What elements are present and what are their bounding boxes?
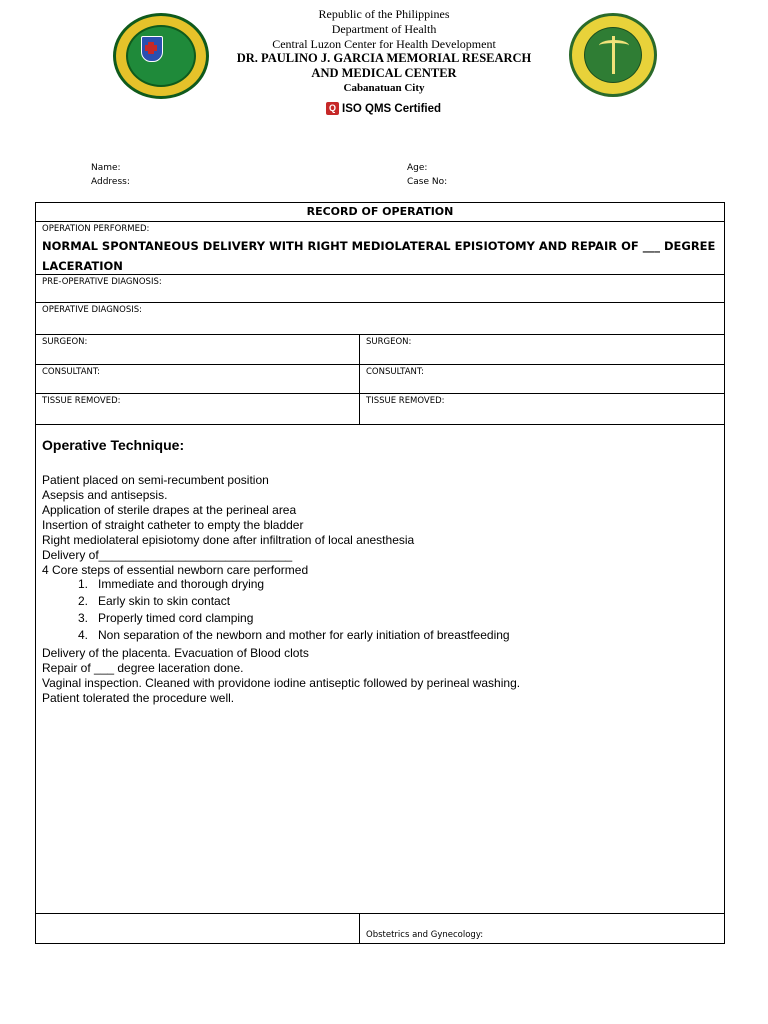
technique-line: 4 Core steps of essential newborn care performed [42, 563, 309, 577]
step-text: Immediate and thorough drying [98, 577, 265, 591]
step-text: Non separation of the newborn and mother for early initiation of breastfeeding [98, 628, 510, 642]
step-number: 3. [77, 611, 88, 625]
case-no-label: Case No: [407, 177, 448, 187]
newborn-care-step [42, 594, 230, 609]
surgeon-left-label: SURGEON: [42, 337, 88, 347]
step-text: Properly timed cord clamping [98, 611, 254, 625]
operation-performed-label: OPERATION PERFORMED: [42, 224, 150, 234]
newborn-care-step [42, 611, 253, 626]
technique-line: Asepsis and antisepsis. [42, 488, 168, 502]
form-title: RECORD OF OPERATION [306, 205, 454, 218]
operation-performed-value [42, 236, 722, 276]
header-department: Department of Health [331, 22, 437, 36]
divider [36, 221, 724, 222]
divider [36, 334, 724, 335]
divider [36, 424, 724, 425]
newborn-care-step [42, 628, 510, 643]
obgyn-label: Obstetrics and Gynecology: [366, 930, 484, 940]
technique-line: Patient placed on semi-recumbent position [42, 473, 269, 487]
operation-performed-line2: LACERATION [42, 259, 123, 273]
pre-operative-diagnosis-label: PRE-OPERATIVE DIAGNOSIS: [42, 277, 162, 287]
operative-diagnosis-label: OPERATIVE DIAGNOSIS: [42, 305, 143, 315]
tissue-removed-left-label: TISSUE REMOVED: [42, 396, 121, 406]
technique-line: Repair of ___ degree laceration done. [42, 661, 244, 675]
divider [36, 913, 724, 914]
consultant-left-label: CONSULTANT: [42, 367, 100, 377]
header-hospital-line2: AND MEDICAL CENTER [311, 66, 457, 80]
divider [36, 364, 724, 365]
surgeon-right-label: SURGEON: [366, 337, 412, 347]
technique-line: Delivery of_____________________________ [42, 548, 293, 562]
divider [36, 274, 724, 275]
divider [36, 302, 724, 303]
column-divider [359, 913, 360, 943]
technique-line: Insertion of straight catheter to empty the bladder [42, 518, 304, 532]
step-text: Early skin to skin contact [98, 594, 231, 608]
header-center: Central Luzon Center for Health Development [272, 37, 496, 51]
step-number: 2. [77, 594, 88, 608]
record-of-operation-form [35, 202, 725, 944]
operative-technique-heading: Operative Technique: [42, 437, 185, 453]
divider [36, 393, 724, 394]
newborn-care-step [42, 577, 264, 592]
technique-line: Application of sterile drapes at the perineal area [42, 503, 297, 517]
header-hospital-line1: DR. PAULINO J. GARCIA MEMORIAL RESEARCH [236, 51, 532, 65]
step-number: 1. [77, 577, 88, 591]
technique-line: Vaginal inspection. Cleaned with providone iodine antiseptic followed by perineal washing. [42, 676, 521, 690]
header-republic: Republic of the Philippines [318, 7, 450, 21]
consultant-right-label: CONSULTANT: [366, 367, 424, 377]
age-label: Age: [407, 163, 428, 173]
column-divider [359, 334, 360, 424]
iso-logo-icon: Q [326, 102, 339, 115]
header-city: Cabanatuan City [343, 82, 425, 94]
name-label: Name: [91, 163, 121, 173]
technique-line: Right mediolateral episiotomy done after infiltration of local anesthesia [42, 533, 415, 547]
tissue-removed-right-label: TISSUE REMOVED: [366, 396, 445, 406]
iso-certified-label: ISO QMS Certified [342, 103, 442, 115]
technique-line: Delivery of the placenta. Evacuation of Blood clots [42, 646, 309, 660]
address-label: Address: [91, 177, 130, 187]
operation-performed-line1: NORMAL SPONTANEOUS DELIVERY WITH RIGHT MEDIOLATERAL EPISIOTOMY AND REPAIR OF ___ DEGREE [42, 239, 716, 253]
technique-line: Patient tolerated the procedure well. [42, 691, 235, 705]
step-number: 4. [77, 628, 88, 642]
